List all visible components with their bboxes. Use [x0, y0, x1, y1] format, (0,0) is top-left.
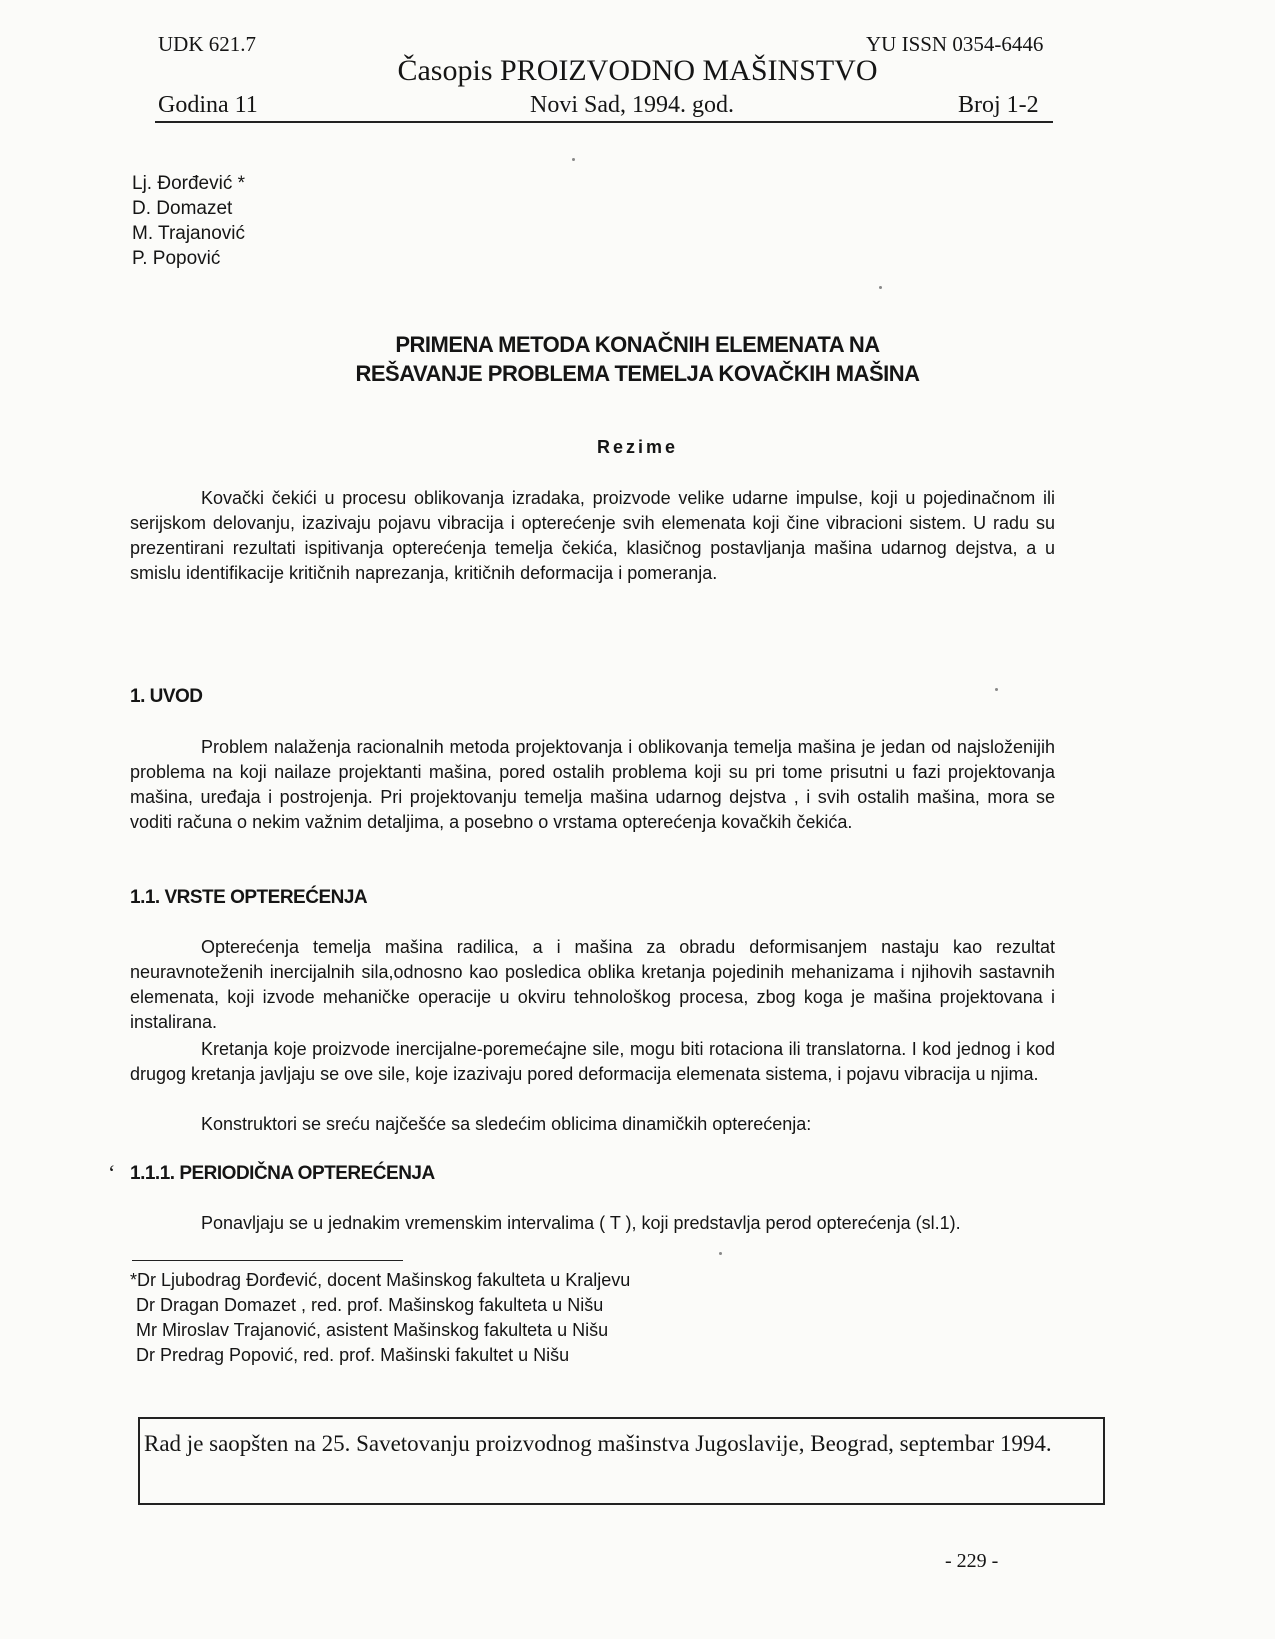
section-heading-uvod: 1. UVOD [130, 686, 203, 707]
footnote: *Dr Ljubodrag Đorđević, docent Mašinskog fakulteta u Kraljevu [130, 1270, 631, 1290]
paper-title [0, 330, 1275, 388]
conference-note: Rad je saopšten na 25. Savetovanju proizvodnog mašinstva Jugoslavije, Beograd, septembar 1994. [144, 1431, 1052, 1456]
section-heading-periodicna: 1.1.1. PERIODIČNA OPTEREĆENJA [130, 1163, 435, 1184]
author-list [132, 171, 245, 271]
footnote: Dr Dragan Domazet , red. prof. Mašinskog fakulteta u Nišu [136, 1295, 604, 1315]
issn-code: YU ISSN 0354-6446 [866, 32, 1044, 56]
journal-place-date: Novi Sad, 1994. god. [530, 92, 734, 118]
footnotes [130, 1268, 630, 1368]
paragraph-vrste-1: Opterećenja temelja mašina radilica, a i mašina za obradu deformisanjem nastaju kao rezultat neuravnoteženih inercijalnih sila,odnosno kao posledica oblika kretanja pojedinih mehanizama i njihovih sastavnih elemenata, koji izvode mehaničke operacije u okviru tehnološkog procesa, zbog koga je mašina projektovana i instalirana. [130, 937, 1055, 1032]
scan-speck [572, 158, 575, 161]
scan-speck [995, 688, 998, 691]
author: P. Popović [132, 248, 221, 269]
journal-issue: Broj 1-2 [958, 92, 1039, 118]
journal-title: Časopis PROIZVODNO MAŠINSTVO [397, 54, 878, 87]
paper-title-line: PRIMENA METODA KONAČNIH ELEMENATA NA [395, 332, 880, 357]
paragraph-uvod: Problem nalaženja racionalnih metoda projektovanja i oblikovanja temelja mašina je jedan od najsloženijih problema na koji nailaze projektanti mašina, pored ostalih problema koji su pri tome prisutni u fazi projektovanja mašina, uređaja i postrojenja. Pri projektovanju temelja mašina udarnog dejstva , i svih ostalih mašina, mora se voditi računa o nekim važnim detaljima, a posebno o vrstama opterećenja kovačkih čekića. [130, 737, 1055, 832]
margin-mark: ʻ [108, 1160, 116, 1185]
paragraph-vrste-2: Kretanja koje proizvode inercijalne-poremećajne sile, mogu biti rotaciona ili translatorna. I kod jednog i kod drugog kretanja javljaju se ove sile, koje izazivaju pored deformacija elemenata sistema, i pojavu vibracija u njima. [130, 1039, 1055, 1084]
abstract-text: Kovački čekići u procesu oblikovanja izradaka, proizvode velike udarne impulse, koji u pojedinačnom ili serijskom delovanju, izazivaju pojavu vibracija i opterećenje svih elemenata koji čine vibracioni sistem. U radu su prezentirani rezultati ispitivanja opterećenja temelja čekića, klasičnog postavljanja mašina udarnog dejstva, a u smislu identifikacije kritičnih naprezanja, kritičnih deformacija i pomeranja. [130, 488, 1055, 583]
scan-speck [719, 1252, 722, 1255]
header-rule [155, 121, 1053, 123]
paragraph-vrste-3: Konstruktori se sreću najčešće sa sledećim oblicima dinamičkih opterećenja: [201, 1114, 812, 1134]
abstract-heading: Rezime [596, 437, 679, 457]
paper-title-line: REŠAVANJE PROBLEMA TEMELJA KOVAČKIH MAŠINA [355, 361, 920, 386]
scan-speck [879, 286, 882, 289]
footnote-rule [132, 1260, 403, 1261]
footnote: Dr Predrag Popović, red. prof. Mašinski fakultet u Nišu [136, 1345, 570, 1365]
author: Lj. Đorđević * [132, 173, 245, 194]
section-heading-vrste: 1.1. VRSTE OPTEREĆENJA [130, 887, 368, 908]
author: M. Trajanović [132, 223, 245, 244]
page-number: - 229 - [945, 1550, 999, 1572]
journal-year: Godina 11 [158, 92, 258, 118]
footnote: Mr Miroslav Trajanović, asistent Mašinskog fakulteta u Nišu [136, 1320, 609, 1340]
conference-note-box [138, 1417, 1105, 1505]
author: D. Domazet [132, 198, 233, 219]
udk-code: UDK 621.7 [158, 32, 256, 56]
paragraph-periodicna: Ponavljaju se u jednakim vremenskim intervalima ( T ), koji predstavlja perod opterećenja (sl.1). [201, 1213, 961, 1233]
